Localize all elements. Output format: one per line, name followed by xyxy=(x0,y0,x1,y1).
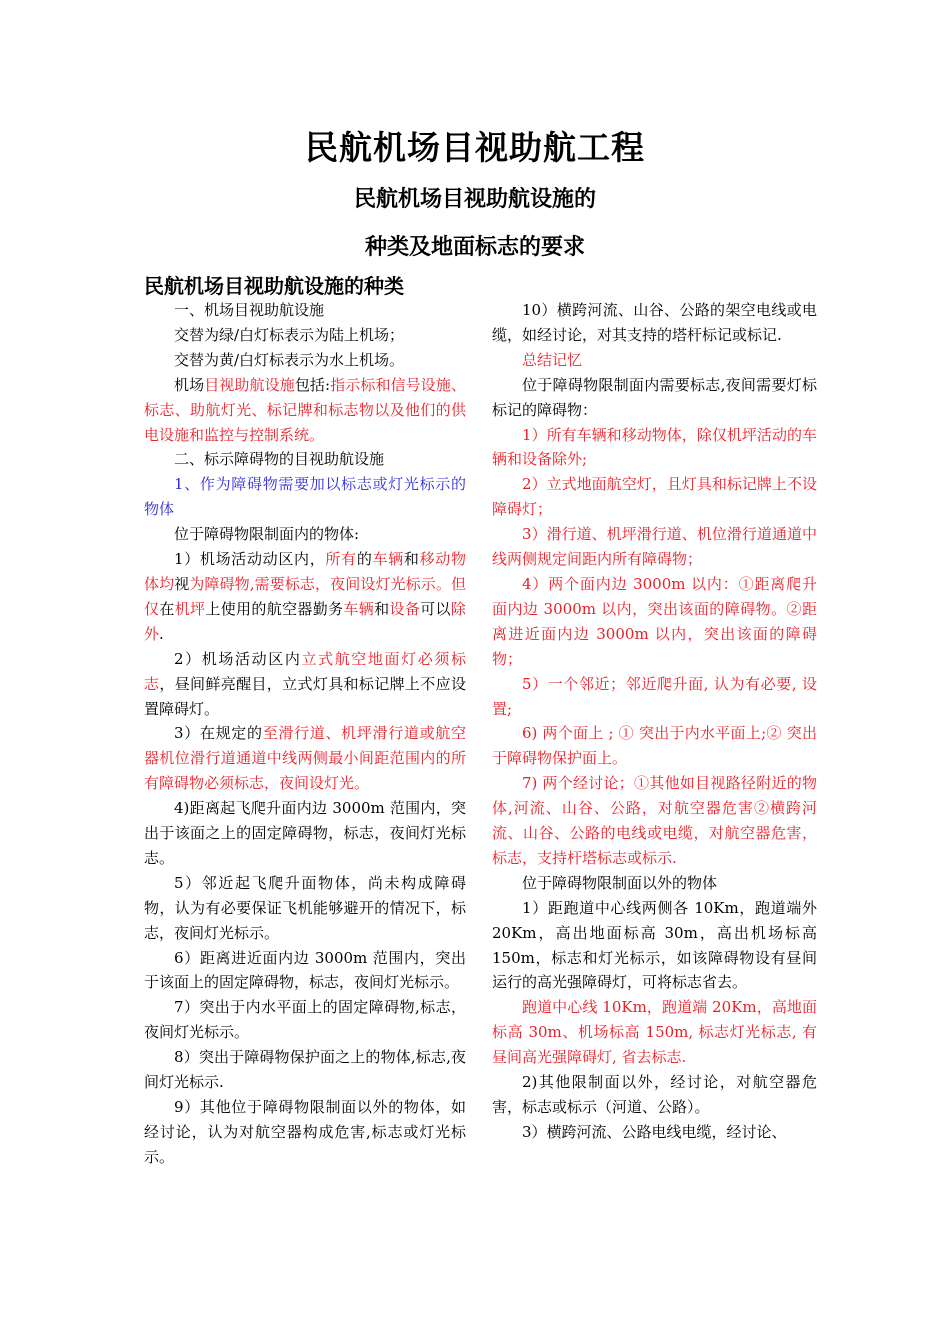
text-run: 和 xyxy=(403,550,420,569)
highlight-text: 至滑行道、机坪滑行道或航空器机位滑行道通道中线两侧最小间距范围内的所有障碍物必须标志，夜间设灯光。 xyxy=(144,724,466,793)
left-column xyxy=(144,298,466,1170)
paragraph: 10）横跨河流、山谷、公路的架空电线或电缆，如经讨论，对其支持的塔杆标记或标记. xyxy=(492,301,817,344)
summary-item: 2）立式地面航空灯，且灯具和标记牌上不设障碍灯； xyxy=(492,475,817,519)
summary-item: 3）滑行道、机坪滑行道、机位滑行道通道中线两侧规定间距内所有障碍物； xyxy=(492,525,817,569)
paragraph: 位于障碍物限制面内的物体: xyxy=(174,525,360,544)
paragraph: 8）突出于障碍物保护面之上的物体,标志,夜间灯光标示. xyxy=(144,1048,466,1092)
text-run: 的 xyxy=(356,550,373,569)
highlight-text: 所有 xyxy=(325,550,357,569)
subheading-paragraph: 1、作为障碍物需要加以标志或灯光标示的物体 xyxy=(144,475,466,519)
highlight-text: 除外 xyxy=(144,599,466,643)
text-run: 视 xyxy=(174,574,190,593)
text-run: 3）在规定的 xyxy=(174,724,263,743)
highlight-text: 指示标和信号设施、标志、助航灯光、标记牌和标志物以及他们的供电设施和监控与控制系统。 xyxy=(144,375,466,444)
paragraph: 9）其他位于障碍物限制面以外的物体，如经讨论，认为对航空器构成危害,标志或灯光标示。 xyxy=(144,1098,466,1166)
paragraph: 交替为黄/白灯标表示为水上机场。 xyxy=(174,350,405,369)
paragraph: 二、标示障碍物的目视助航设施 xyxy=(174,450,385,469)
section-heading: 民航机场目视助航设施的种类 xyxy=(144,274,404,298)
summary-item: 4）两个面内边 3000m 以内：①距离爬升面内边 3000m 以内，突出该面的障碍物。②距离进近面内边 3000m 以内，突出该面的障碍物； xyxy=(492,574,817,668)
highlight-text: 机坪 xyxy=(174,599,206,618)
paragraph: 6）距离进近面内边 3000m 范围内，突出于该面上的固定障碍物，标志，夜间灯光标示。 xyxy=(144,948,466,992)
highlight-text: 设备 xyxy=(389,599,421,618)
paragraph: 5）邻近起飞爬升面物体，尚未构成障碍物，认为有必要保证飞机能够避开的情况下，标志，夜间灯光标示。 xyxy=(144,873,466,942)
paragraph: 4)距离起飞爬升面内边 3000m 范围内，突出于该面之上的固定障碍物，标志，夜间灯光标志。 xyxy=(144,799,466,867)
highlight-text: 移动物体均 xyxy=(144,550,466,593)
paragraph: 3）横跨河流、公路电线电缆，经讨论、 xyxy=(522,1122,787,1141)
right-column xyxy=(492,298,817,1145)
text-run: 包括: xyxy=(294,375,331,394)
paragraph: 7）突出于内水平面上的固定障碍物,标志，夜间灯光标示。 xyxy=(144,998,466,1042)
text-run: 上使用的航空器勤务 xyxy=(205,599,344,618)
summary-item: 6) 两个面上 ; ① 突出于内水平面上;② 突出于障碍物保护面上。 xyxy=(492,724,817,768)
summary-item: 5）一个邻近；邻近爬升面, 认为有必要, 设置; xyxy=(492,674,817,718)
document-subtitle-1: 民航机场目视助航设施的 xyxy=(353,187,596,212)
paragraph: 位于障碍物限制面以外的物体 xyxy=(522,873,718,892)
highlight-text: 车辆 xyxy=(372,550,404,569)
paragraph xyxy=(144,721,466,796)
document-title: 民航机场目视助航工程 xyxy=(305,128,645,167)
text-run: 1）机场活动动区内， xyxy=(174,550,326,569)
summary-item: 1）所有车辆和移动物体，除仅机坪活动的车辆和设备除外; xyxy=(492,425,817,469)
highlight-text: 车辆 xyxy=(343,599,375,618)
highlight-text: 目视助航设施 xyxy=(204,375,295,394)
text-run: 机场 xyxy=(174,375,205,394)
paragraph: 交替为绿/白灯标表示为陆上机场； xyxy=(174,325,405,344)
text-run: ，昼间鲜亮醒目，立式灯具和标记牌上不应设置障碍灯。 xyxy=(144,674,466,718)
paragraph xyxy=(144,547,466,647)
text-run: 在 xyxy=(159,599,175,618)
summary-heading: 总结记忆 xyxy=(522,350,583,369)
document-subtitle-2: 种类及地面标志的要求 xyxy=(364,235,585,260)
paragraph: 1）距跑道中心线两侧各 10Km，跑道端外 20Km，高出地面标高 30m，高出机场标高 150m，标志和灯光标示，如该障碍物设有昼间运行的高光强障碍灯，可将标志省去。 xyxy=(492,898,817,992)
text-run: 2）机场活动区内 xyxy=(174,649,302,668)
paragraph: 一、机场目视助航设施 xyxy=(174,301,325,319)
highlight-text: 为障碍物,需要标志，夜间设灯光标示。但仅 xyxy=(144,574,466,618)
paragraph: 2)其他限制面以外，经讨论，对航空器危害，标志或标示（河道、公路）。 xyxy=(492,1073,817,1116)
paragraph: 位于障碍物限制面内需要标志,夜间需要灯标标记的障碍物： xyxy=(492,375,817,419)
summary-item: 7) 两个经讨论；①其他如目视路径附近的物体,河流、山谷、公路，对航空器危害②横跨河流、山谷、公路的电线或电缆，对航空器危害，标志，支持杆塔标志或标示. xyxy=(492,774,817,867)
summary-item: 跑道中心线 10Km，跑道端 20Km，高地面标高 30m、机场标高 150m, 标志灯光标志, 有昼间高光强障碍灯, 省去标志. xyxy=(492,998,817,1067)
text-run: 和 xyxy=(374,599,390,618)
highlight-text: 立式航空地面灯必须标志 xyxy=(144,649,466,693)
text-run: 可以 xyxy=(420,599,451,618)
paragraph xyxy=(144,373,466,448)
text-run: . xyxy=(159,624,164,643)
paragraph xyxy=(144,647,466,722)
